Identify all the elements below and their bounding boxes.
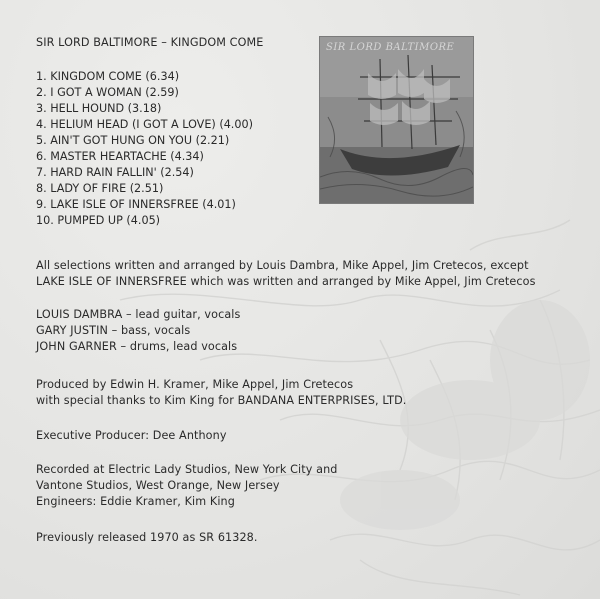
production-line: with special thanks to Kim King for BANDANA ENTERPRISES, LTD. — [36, 394, 407, 407]
track-item: 10. PUMPED UP (4.05) — [36, 214, 161, 227]
track-item: 9. LAKE ISLE OF INNERSFREE (4.01) — [36, 198, 236, 211]
release-note: Previously released 1970 as SR 61328. — [36, 531, 258, 544]
member-line: LOUIS DAMBRA – lead guitar, vocals — [36, 308, 241, 321]
member-line: GARY JUSTIN – bass, vocals — [36, 324, 191, 337]
track-item: 8. LADY OF FIRE (2.51) — [36, 182, 164, 195]
recording-line: Vantone Studios, West Orange, New Jersey — [36, 479, 280, 492]
track-item: 3. HELL HOUND (3.18) — [36, 102, 162, 115]
track-item: 5. AIN'T GOT HUNG ON YOU (2.21) — [36, 134, 230, 147]
executive-producer: Executive Producer: Dee Anthony — [36, 429, 227, 442]
recording-line: Engineers: Eddie Kramer, Kim King — [36, 495, 235, 508]
credits-line: All selections written and arranged by Louis Dambra, Mike Appel, Jim Cretecos, except — [36, 259, 529, 272]
credits-line: LAKE ISLE OF INNERSFREE which was written and arranged by Mike Appel, Jim Cretecos — [36, 275, 536, 288]
album-cover-image — [320, 37, 473, 203]
track-item: 4. HELIUM HEAD (I GOT A LOVE) (4.00) — [36, 118, 253, 131]
recording-line: Recorded at Electric Lady Studios, New York City and — [36, 463, 338, 476]
track-list — [36, 69, 253, 229]
production-line: Produced by Edwin H. Kramer, Mike Appel, Jim Cretecos — [36, 378, 354, 391]
cover-ship-drawing — [320, 37, 473, 203]
track-item: 2. I GOT A WOMAN (2.59) — [36, 86, 179, 99]
album-title: SIR LORD BALTIMORE – KINGDOM COME — [36, 36, 264, 49]
member-line: JOHN GARNER – drums, lead vocals — [36, 340, 238, 353]
track-item: 7. HARD RAIN FALLIN' (2.54) — [36, 166, 194, 179]
cover-band-logo: SIR LORD BALTIMORE — [326, 42, 455, 53]
band-members — [36, 307, 240, 355]
track-item: 1. KINGDOM COME (6.34) — [36, 70, 180, 83]
writing-credits — [36, 258, 536, 290]
recording-info — [36, 462, 337, 510]
track-item: 6. MASTER HEARTACHE (4.34) — [36, 150, 204, 163]
production-credits — [36, 377, 406, 409]
